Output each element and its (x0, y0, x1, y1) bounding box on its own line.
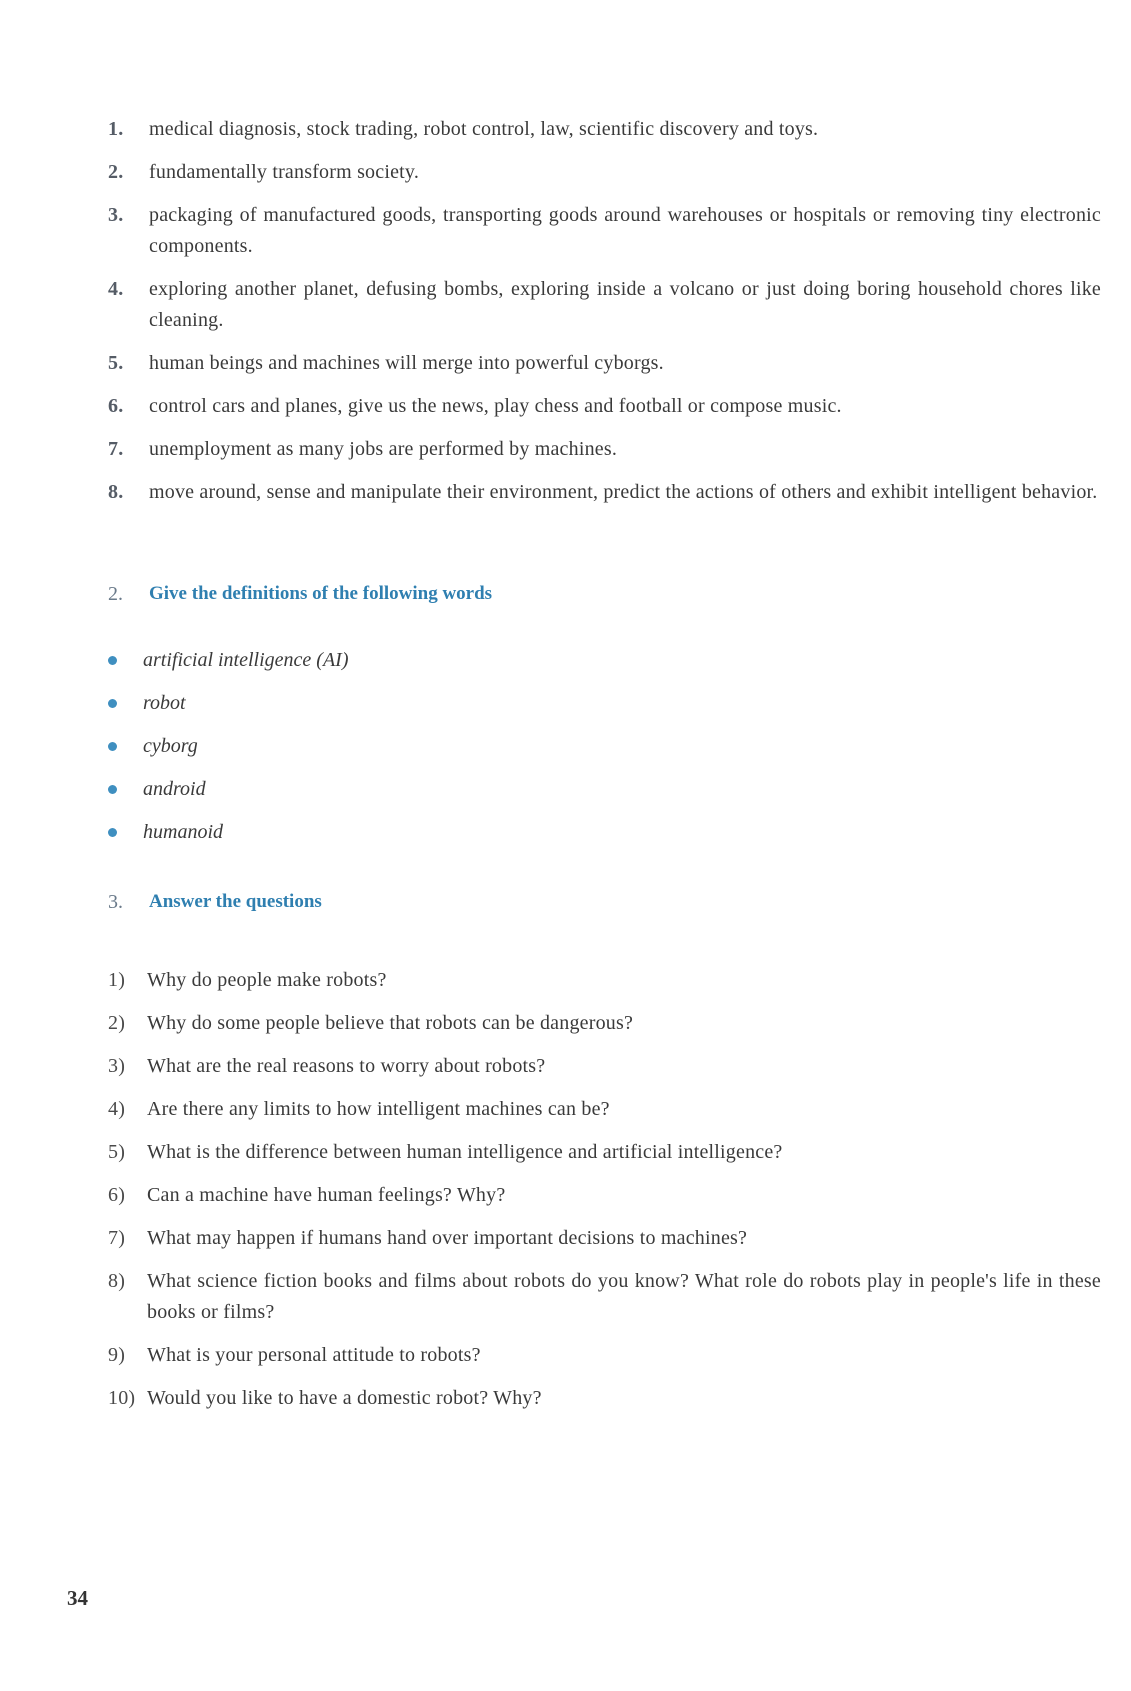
question-number: 3) (108, 1055, 126, 1077)
bullet-icon (108, 656, 117, 665)
item-text: medical diagnosis, stock trading, robot control, law, scientific discovery and toys. (149, 118, 819, 140)
item-number: 8. (108, 481, 124, 503)
list-item (108, 157, 1101, 188)
list-item (108, 1266, 1101, 1328)
item-number: 1. (108, 118, 124, 140)
item-number: 7. (108, 438, 124, 460)
list-item (108, 1180, 1101, 1211)
question-text: Why do some people believe that robots can be dangerous? (147, 1012, 634, 1034)
item-text: human beings and machines will merge into powerful cyborgs. (149, 352, 664, 374)
list-item (108, 477, 1101, 508)
question-text: What is your personal attitude to robots? (147, 1344, 481, 1366)
list-item (108, 1223, 1101, 1254)
question-text: Can a machine have human feelings? Why? (147, 1184, 506, 1206)
questions-list (108, 965, 1101, 1426)
section-title: Give the definitions of the following words (149, 583, 493, 604)
term: cyborg (143, 735, 198, 757)
section-3-heading (108, 888, 322, 916)
item-number: 5. (108, 352, 124, 374)
question-text: What is the difference between human intelligence and artificial intelligence? (147, 1141, 783, 1163)
list-item (108, 1137, 1101, 1168)
item-number: 2. (108, 161, 124, 183)
list-item (108, 274, 1101, 336)
item-text: control cars and planes, give us the news, play chess and football or compose music. (149, 395, 842, 417)
question-number: 4) (108, 1098, 126, 1120)
definitions-list (108, 645, 349, 860)
list-item (108, 1340, 1101, 1371)
term: artificial intelligence (AI) (143, 649, 349, 671)
bullet-icon (108, 828, 117, 837)
question-text: Would you like to have a domestic robot? Why? (147, 1387, 542, 1409)
list-item (108, 434, 1101, 465)
item-number: 3. (108, 204, 124, 226)
answers-list (108, 114, 1101, 520)
list-item (108, 200, 1101, 262)
list-item (108, 817, 349, 848)
list-item (108, 114, 1101, 145)
question-number: 8) (108, 1270, 126, 1292)
list-item (108, 1094, 1101, 1125)
question-text: What may happen if humans hand over important decisions to machines? (147, 1227, 748, 1249)
section-2-heading (108, 580, 492, 608)
section-number: 2. (108, 583, 123, 605)
section-title: Answer the questions (149, 891, 322, 912)
question-number: 6) (108, 1184, 126, 1206)
question-number: 9) (108, 1344, 126, 1366)
term: robot (143, 692, 186, 714)
list-item (108, 645, 349, 676)
item-text: move around, sense and manipulate their environment, predict the actions of others and exhibit intelligent behavior. (149, 481, 1098, 503)
item-number: 4. (108, 278, 124, 300)
question-text: Are there any limits to how intelligent machines can be? (147, 1098, 610, 1120)
question-text: Why do people make robots? (147, 969, 387, 991)
list-item (108, 348, 1101, 379)
list-item (108, 1383, 1101, 1414)
item-number: 6. (108, 395, 124, 417)
list-item (108, 688, 349, 719)
item-text: unemployment as many jobs are performed by machines. (149, 438, 618, 460)
list-item (108, 965, 1101, 996)
list-item (108, 731, 349, 762)
question-number: 5) (108, 1141, 126, 1163)
question-number: 1) (108, 969, 126, 991)
item-text: fundamentally transform society. (149, 161, 420, 183)
question-number: 10) (108, 1387, 136, 1409)
item-text: exploring another planet, defusing bombs, exploring inside a volcano or just doing boring household chores like cleaning. (149, 278, 1101, 331)
list-item (108, 1008, 1101, 1039)
term: android (143, 778, 206, 800)
bullet-icon (108, 699, 117, 708)
term: humanoid (143, 821, 223, 843)
section-number: 3. (108, 891, 123, 913)
list-item (108, 1051, 1101, 1082)
bullet-icon (108, 742, 117, 751)
list-item (108, 774, 349, 805)
question-text: What science fiction books and films about robots do you know? What role do robots play in people's life in these books or films? (147, 1270, 1101, 1323)
page-number: 34 (67, 1586, 88, 1610)
question-text: What are the real reasons to worry about robots? (147, 1055, 546, 1077)
list-item (108, 391, 1101, 422)
item-text: packaging of manufactured goods, transporting goods around warehouses or hospitals or removing tiny electronic components. (149, 204, 1101, 257)
bullet-icon (108, 785, 117, 794)
question-number: 7) (108, 1227, 126, 1249)
question-number: 2) (108, 1012, 126, 1034)
